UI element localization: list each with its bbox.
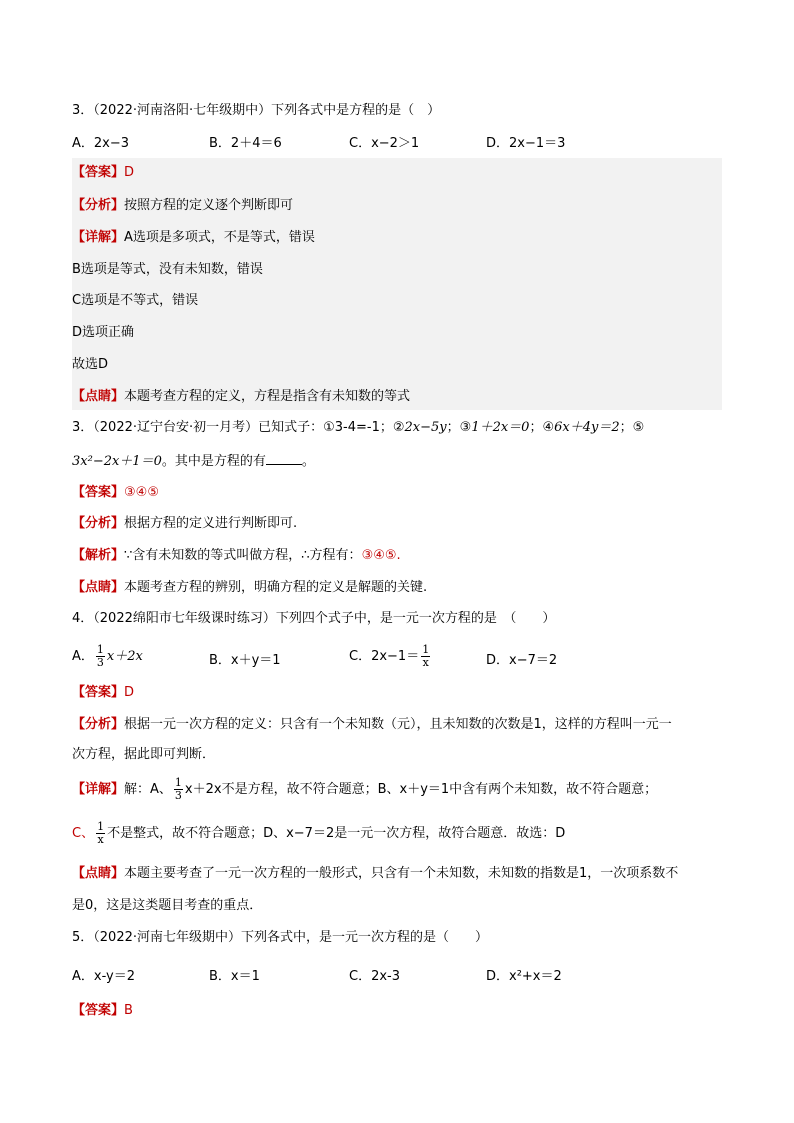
- q5-option-b: B．x＝1: [209, 969, 260, 984]
- q3a-option-c: C．x−2＞1: [349, 136, 420, 151]
- q4-detail-2a: C、: [72, 826, 95, 841]
- q4-answer: D: [124, 685, 135, 700]
- q3a-detail: A选项是多项式，不是等式，错误: [124, 230, 315, 245]
- q3a-option-b: B．2＋4＝6: [209, 136, 282, 151]
- q4-analysis-line: [72, 715, 722, 735]
- q4-option-c: [349, 644, 432, 669]
- detail-tag: 【解析】: [72, 548, 125, 563]
- q4-answer-line: [72, 683, 722, 703]
- comment-tag: 【点睛】: [72, 389, 125, 404]
- fraction-numerator: 1: [422, 643, 430, 656]
- q3b-expr3: 1＋2x＝0: [471, 420, 530, 435]
- fraction: [174, 777, 183, 802]
- q3a-answer: D: [124, 165, 135, 180]
- q5-option-d: D．x²+x＝2: [486, 969, 562, 984]
- q3b-detail: ∵含有未知数的等式叫做方程，∴方程有：: [124, 548, 362, 563]
- q4-comment-line: [72, 864, 722, 884]
- q4-detail-1a: 解：A、: [124, 782, 172, 797]
- q3a-option-d: D．2x−1＝3: [486, 136, 566, 151]
- fraction: [421, 644, 430, 669]
- q3b-comment-line: [72, 578, 722, 598]
- detail-tag: 【详解】: [72, 782, 125, 797]
- q4-comment-2: 是0，这是这类题目考查的重点．: [72, 898, 263, 913]
- q4-option-a-rest: x＋2x: [106, 649, 143, 664]
- q5-option-c: C．2x-3: [349, 969, 401, 984]
- q3b-stem-b: 。其中是方程的有: [161, 454, 266, 469]
- q5-option-a: A．x-y＝2: [72, 969, 136, 984]
- detail-tag: 【详解】: [72, 230, 125, 245]
- q3a-detail-d: D选项正确: [72, 325, 135, 340]
- q5-stem: 5．（2022·河南七年级期中）下列各式中，是一元一次方程的是（ ）: [72, 930, 488, 945]
- q4-detail-2b: 不是整式，故不符合题意；D、x−7＝2是一元一次方程，故符合题意．故选：D: [107, 826, 566, 841]
- answer-tag: 【答案】: [72, 485, 125, 500]
- q4-option-b: B．x＋y＝1: [209, 653, 281, 668]
- q4-detail-line2: [72, 820, 722, 848]
- q3b-analysis: 根据方程的定义进行判断即可.: [124, 516, 298, 531]
- q4-option-c-label: C．2x−1＝: [349, 649, 420, 664]
- q3a-comment-line: [72, 387, 722, 407]
- q3b-sep-b: ；④: [529, 420, 555, 435]
- fraction-denominator: 3: [96, 656, 104, 669]
- q4-analysis-1: 根据一元一次方程的定义：只含有一个未知数（元），且未知数的次数是1，这样的方程叫一元一: [124, 717, 672, 732]
- fraction-numerator: 1: [97, 820, 105, 833]
- q3a-answer-line: [72, 163, 722, 183]
- comment-tag: 【点睛】: [72, 866, 125, 881]
- q3a-detail-e: 故选D: [72, 357, 109, 372]
- fraction-denominator: x: [97, 833, 104, 846]
- analysis-tag: 【分析】: [72, 717, 125, 732]
- fraction-numerator: 1: [174, 776, 182, 789]
- q3b-detail-answer: ③④⑤.: [361, 548, 401, 563]
- answer-tag: 【答案】: [72, 1003, 125, 1018]
- answer-tag: 【答案】: [72, 165, 125, 180]
- q4-option-a: [72, 644, 143, 669]
- q3b-stem-a: 3．（2022·辽宁台安·初一月考）已知式子：①3-4=-1；②: [72, 420, 405, 435]
- q3b-comment: 本题考查方程的辨别，明确方程的定义是解题的关键.: [124, 580, 428, 595]
- q3a-analysis-line: [72, 196, 722, 216]
- q4-detail-1b: x＋2x不是方程，故不符合题意；B、x＋y＝1中含有两个未知数，故不符合题意；: [184, 782, 658, 797]
- answer-tag: 【答案】: [72, 685, 125, 700]
- q3b-detail-line: [72, 546, 722, 566]
- q3a-analysis: 按照方程的定义逐个判断即可: [124, 198, 294, 213]
- q3b-expr5: 3x²−2x＋1＝0: [72, 454, 162, 469]
- q4-option-a-label: A．: [72, 649, 94, 664]
- q3a-stem: 3．（2022·河南洛阳·七年级期中）下列各式中是方程的是（ ）: [72, 103, 441, 118]
- analysis-tag: 【分析】: [72, 198, 125, 213]
- q3b-stem-line2: [72, 451, 722, 472]
- q4-stem: 4．（2022绵阳市七年级课时练习）下列四个式子中，是一元一次方程的是 （ ）: [72, 611, 556, 626]
- answer-blank: [266, 451, 302, 465]
- fraction-denominator: 3: [174, 789, 182, 802]
- q3a-option-a: A．2x−3: [72, 136, 130, 151]
- q3b-answer-line: [72, 483, 722, 503]
- q4-analysis-2: 次方程，据此即可判断．: [72, 747, 216, 762]
- fraction: [96, 644, 105, 669]
- fraction-numerator: 1: [96, 643, 104, 656]
- q3b-analysis-line: [72, 514, 722, 534]
- q3b-expr2: 2x−5y: [404, 420, 447, 435]
- fraction-denominator: x: [422, 656, 429, 669]
- q3b-sep-c: ；⑤: [619, 420, 645, 435]
- q3b-stem-end: 。: [301, 454, 315, 469]
- q4-option-d: D．x−7＝2: [486, 653, 558, 668]
- analysis-tag: 【分析】: [72, 516, 125, 531]
- fraction: [96, 821, 105, 846]
- comment-tag: 【点睛】: [72, 580, 125, 595]
- q4-comment-1: 本题主要考查了一元一次方程的一般形式，只含有一个未知数，未知数的指数是1，一次项系数不: [124, 866, 679, 881]
- q3b-answer: ③④⑤: [124, 485, 159, 500]
- q3a-detail-line: [72, 228, 722, 248]
- q5-answer-line: [72, 1001, 722, 1021]
- q3b-sep-a: ；③: [446, 420, 472, 435]
- q3a-detail-b: B选项是等式，没有未知数，错误: [72, 262, 263, 277]
- q4-detail-line1: [72, 776, 722, 804]
- q5-answer: B: [124, 1003, 133, 1018]
- q3a-comment: 本题考查方程的定义，方程是指含有未知数的等式: [124, 389, 411, 404]
- q3b-stem-line1: [72, 418, 722, 438]
- q3b-expr4: 6x＋4y＝2: [554, 420, 620, 435]
- q3a-detail-c: C选项是不等式，错误: [72, 293, 199, 308]
